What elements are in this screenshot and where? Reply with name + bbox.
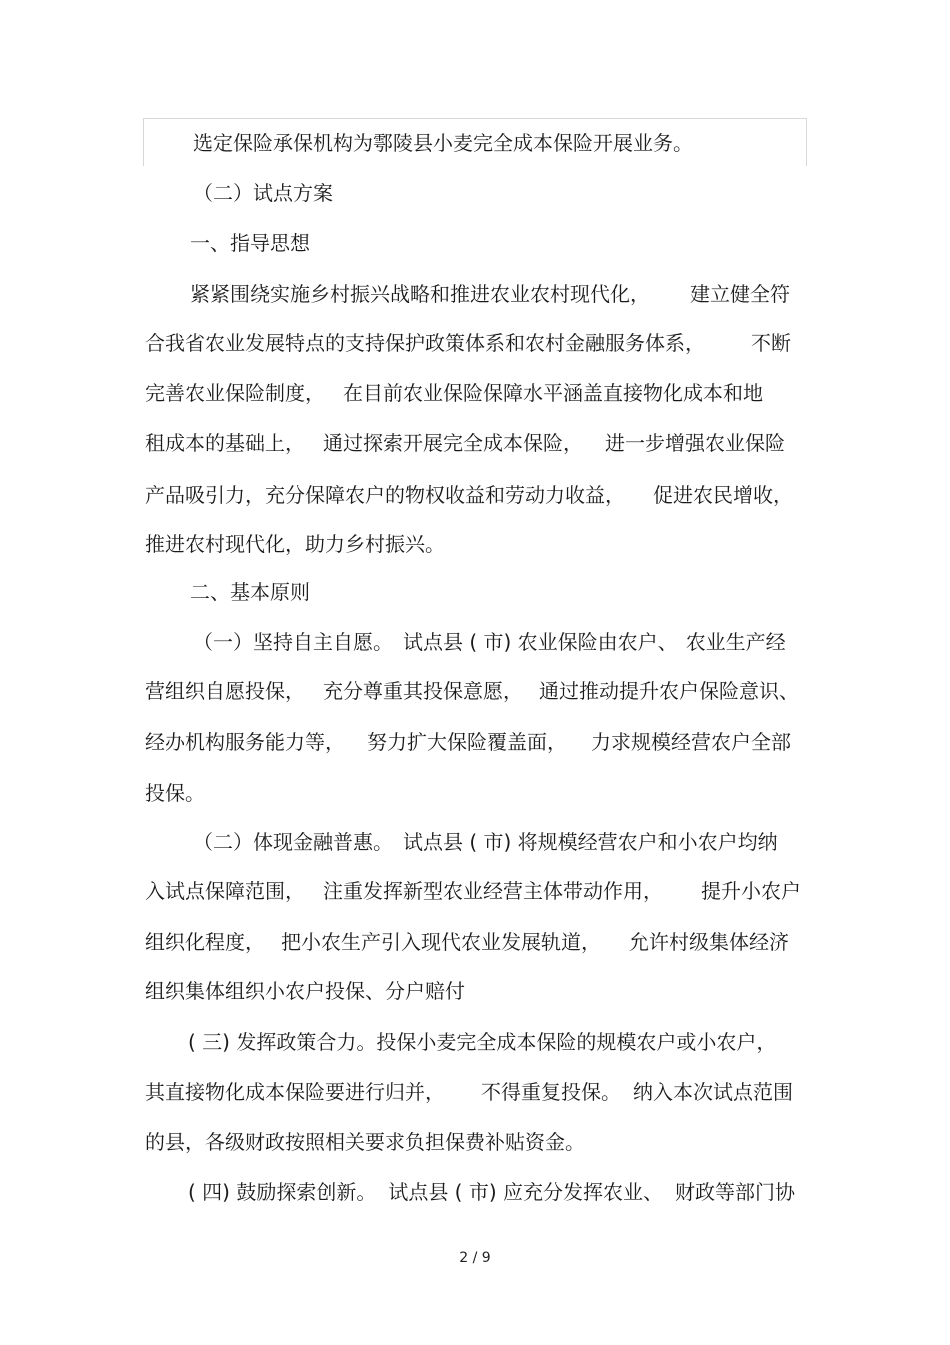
text-line	[190, 281, 790, 307]
text-line	[190, 579, 310, 605]
text-line	[145, 430, 785, 456]
text-segment: 不断	[751, 331, 791, 355]
text-line	[145, 729, 791, 755]
text-line	[145, 380, 763, 406]
text-line	[145, 1079, 793, 1105]
text-segment: 一、指导思想	[190, 231, 310, 255]
text-segment: 试点县 ( 市) 应充分发挥农业、	[388, 1180, 664, 1204]
text-segment: 在目前农业保险保障水平涵盖直接物化成本和地	[343, 381, 763, 405]
page-number: 2 / 9	[459, 1250, 491, 1266]
text-line	[188, 1179, 795, 1205]
text-line	[193, 829, 778, 855]
text-segment: 组织集体组织小农户投保、分户赔付	[145, 979, 465, 1003]
text-segment: 纳入本次试点范围	[633, 1080, 793, 1104]
text-segment: ( 三) 发挥政策合力。投保小麦完全成本保险的规模农户或小农户，	[188, 1030, 777, 1054]
text-line	[145, 978, 465, 1004]
text-line	[145, 1129, 585, 1155]
text-segment: 进一步增强农业保险	[605, 431, 785, 455]
text-segment: 允许村级集体经济	[629, 930, 789, 954]
text-line	[193, 629, 786, 655]
text-segment: （二）体现金融普惠。	[193, 830, 393, 854]
text-segment: 经办机构服务能力等，	[145, 730, 345, 754]
text-segment: 营组织自愿投保，	[145, 679, 305, 703]
text-segment: 注重发挥新型农业经营主体带动作用，	[323, 879, 663, 903]
text-segment: 通过探索开展完全成本保险，	[323, 431, 583, 455]
text-segment: 财政等部门协	[675, 1180, 796, 1204]
text-segment: 入试点保障范围，	[145, 879, 305, 903]
text-line	[145, 330, 791, 356]
text-line	[188, 1029, 776, 1055]
text-segment: 推进农村现代化，助力乡村振兴。	[145, 532, 445, 556]
text-line	[145, 878, 801, 904]
text-segment: 完善农业保险制度，	[145, 381, 325, 405]
text-segment: 充分尊重其投保意愿，	[323, 679, 523, 703]
text-line	[145, 482, 793, 508]
text-line	[145, 780, 205, 806]
text-segment: 紧紧围绕实施乡村振兴战略和推进农业农村现代化，	[190, 282, 650, 306]
text-line	[145, 678, 799, 704]
text-segment: 产品吸引力，充分保障农户的物权收益和劳动力收益，	[145, 483, 625, 507]
text-segment: 促进农民增收，	[653, 483, 793, 507]
text-segment: 租成本的基础上，	[145, 431, 305, 455]
text-segment: （一）坚持自主自愿。	[193, 630, 393, 654]
text-segment: 建立健全符	[690, 282, 790, 306]
text-segment: 组织化程度，	[145, 930, 265, 954]
text-segment: 农业生产经	[685, 630, 786, 654]
text-line	[193, 180, 333, 206]
text-segment: 二、基本原则	[190, 580, 310, 604]
text-segment: 把小农生产引入现代农业发展轨道，	[281, 930, 601, 954]
text-line	[190, 230, 310, 256]
text-segment: （二）试点方案	[193, 181, 333, 205]
text-segment: 通过推动提升农户保险意识、	[539, 679, 799, 703]
text-segment: 努力扩大保险覆盖面，	[367, 730, 567, 754]
text-segment: 试点县 ( 市) 将规模经营农户和小农户均纳	[403, 830, 778, 854]
text-segment: 其直接物化成本保险要进行归并，	[145, 1080, 445, 1104]
text-segment: 的县，各级财政按照相关要求负担保费补贴资金。	[145, 1130, 585, 1154]
text-segment: 力求规模经营农户全部	[591, 730, 791, 754]
text-segment: 合我省农业发展特点的支持保护政策体系和农村金融服务体系，	[145, 331, 705, 355]
text-segment: 提升小农户	[701, 879, 801, 903]
text-segment: 投保。	[145, 781, 205, 805]
text-segment: 不得重复投保。	[481, 1080, 621, 1104]
text-segment: 试点县 ( 市) 农业保险由农户、	[403, 630, 678, 654]
text-segment: ( 四) 鼓励探索创新。	[188, 1180, 377, 1204]
text-line	[145, 531, 445, 557]
text-segment: 选定保险承保机构为鄠陵县小麦完全成本保险开展业务。	[193, 131, 693, 155]
text-line	[193, 130, 693, 156]
text-line	[145, 929, 789, 955]
